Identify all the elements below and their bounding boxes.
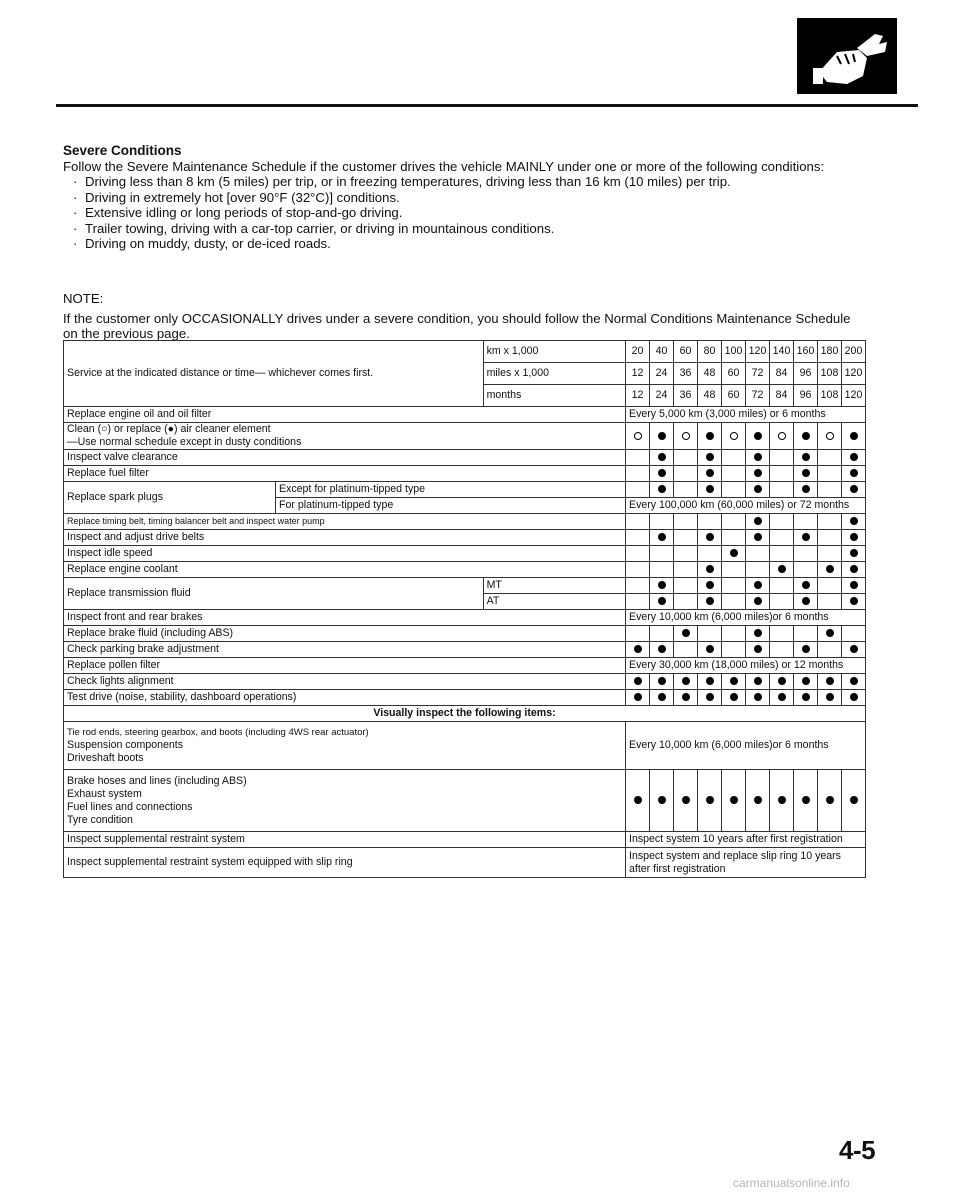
row-hoses xyxy=(64,770,866,832)
condition-item: · Extensive idling or long periods of stop-and-go driving. xyxy=(73,205,863,221)
months-header: 120 xyxy=(842,385,866,407)
row-label: Inspect supplemental restraint system xyxy=(64,832,626,848)
unit-miles: miles x 1,000 xyxy=(483,363,625,385)
service-mark xyxy=(850,597,858,605)
months-header: 36 xyxy=(674,385,698,407)
months-header: 84 xyxy=(770,385,794,407)
service-mark xyxy=(850,677,858,685)
service-mark xyxy=(802,469,810,477)
service-mark xyxy=(850,533,858,541)
row-sublabel: MT xyxy=(483,578,625,594)
service-mark xyxy=(706,565,714,573)
row-drive-belts xyxy=(64,530,866,546)
service-mark xyxy=(634,693,642,701)
km-header: 160 xyxy=(794,341,818,363)
service-mark xyxy=(754,517,762,525)
service-mark xyxy=(826,565,834,573)
clean-mark xyxy=(682,432,690,440)
service-mark xyxy=(706,581,714,589)
row-label: Replace engine coolant xyxy=(64,562,626,578)
miles-header: 96 xyxy=(794,363,818,385)
service-mark xyxy=(850,796,858,804)
service-mark xyxy=(730,796,738,804)
row-label: Inspect and adjust drive belts xyxy=(64,530,626,546)
row-label: Clean (○) or replace (●) air cleaner element —Use normal schedule except in dusty conditions xyxy=(64,423,626,450)
service-mark xyxy=(682,629,690,637)
replace-mark xyxy=(802,432,810,440)
note-text: If the customer only OCCASIONALLY drives under a severe condition, you should follow the Normal Conditions Maintenance Schedule on the previous page. xyxy=(63,310,851,341)
row-label: Inspect front and rear brakes xyxy=(64,610,626,626)
row-interval: Every 10,000 km (6,000 miles)or 6 months xyxy=(626,722,866,770)
service-mark xyxy=(754,693,762,701)
replace-mark xyxy=(850,432,858,440)
service-mark xyxy=(802,645,810,653)
row-trans-mt xyxy=(64,578,866,594)
service-mark xyxy=(706,485,714,493)
months-header: 48 xyxy=(698,385,722,407)
watermark: carmanualsonline.info xyxy=(733,1176,850,1190)
row-brakes xyxy=(64,610,866,626)
service-mark xyxy=(706,677,714,685)
service-mark xyxy=(706,693,714,701)
maintenance-schedule-table xyxy=(63,340,866,878)
km-header: 200 xyxy=(842,341,866,363)
months-header: 24 xyxy=(650,385,674,407)
miles-header: 12 xyxy=(626,363,650,385)
service-mark xyxy=(778,565,786,573)
service-mark xyxy=(658,533,666,541)
row-parking-brake xyxy=(64,642,866,658)
service-mark xyxy=(730,693,738,701)
row-coolant xyxy=(64,562,866,578)
service-mark xyxy=(754,645,762,653)
row-lights xyxy=(64,674,866,690)
service-mark xyxy=(754,453,762,461)
row-label: Replace pollen filter xyxy=(64,658,626,674)
miles-header: 48 xyxy=(698,363,722,385)
km-header: 100 xyxy=(722,341,746,363)
service-mark xyxy=(706,796,714,804)
row-label: Replace fuel filter xyxy=(64,466,626,482)
row-air-cleaner xyxy=(64,423,866,450)
service-mark xyxy=(778,796,786,804)
unit-months: months xyxy=(483,385,625,407)
intro-text: Follow the Severe Maintenance Schedule if the customer drives the vehicle MAINLY under one or more of the following conditions: xyxy=(63,158,825,174)
miles-header: 120 xyxy=(842,363,866,385)
service-mark xyxy=(754,581,762,589)
km-header: 140 xyxy=(770,341,794,363)
service-note: Service at the indicated distance or time— whichever comes first. xyxy=(64,341,484,407)
row-interval: Every 10,000 km (6,000 miles)or 6 months xyxy=(626,610,866,626)
clean-mark xyxy=(730,432,738,440)
row-label: Inspect valve clearance xyxy=(64,450,626,466)
service-mark xyxy=(658,453,666,461)
service-mark xyxy=(658,693,666,701)
service-mark xyxy=(826,693,834,701)
service-mark xyxy=(706,469,714,477)
row-interval: Every 100,000 km (60,000 miles) or 72 months xyxy=(626,498,866,514)
km-header: 60 xyxy=(674,341,698,363)
clean-mark xyxy=(778,432,786,440)
months-header: 12 xyxy=(626,385,650,407)
row-label: Inspect idle speed xyxy=(64,546,626,562)
service-mark xyxy=(802,485,810,493)
service-mark xyxy=(754,629,762,637)
miles-header: 36 xyxy=(674,363,698,385)
service-mark xyxy=(682,693,690,701)
service-mark xyxy=(730,549,738,557)
row-label: Replace spark plugs xyxy=(64,482,276,514)
service-mark xyxy=(706,453,714,461)
note-label: NOTE: xyxy=(63,291,104,306)
service-mark xyxy=(850,549,858,557)
service-mark xyxy=(634,796,642,804)
row-brake-fluid xyxy=(64,626,866,642)
row-label: Replace brake fluid (including ABS) xyxy=(64,626,626,642)
service-mark xyxy=(754,485,762,493)
months-header: 108 xyxy=(818,385,842,407)
months-header: 96 xyxy=(794,385,818,407)
service-mark xyxy=(802,581,810,589)
service-mark xyxy=(658,597,666,605)
service-mark xyxy=(754,677,762,685)
row-sublabel: Except for platinum-tipped type xyxy=(276,482,626,498)
row-label: Check lights alignment xyxy=(64,674,626,690)
service-mark xyxy=(802,693,810,701)
service-mark xyxy=(682,796,690,804)
row-label: Tie rod ends, steering gearbox, and boots (including 4WS rear actuator) Suspension components Driveshaft boots xyxy=(64,722,626,770)
row-label: Replace timing belt, timing balancer belt and inspect water pump xyxy=(64,514,626,530)
service-mark xyxy=(826,629,834,637)
row-fuel-filter xyxy=(64,466,866,482)
service-mark xyxy=(754,796,762,804)
section-title: Severe Conditions xyxy=(63,143,182,158)
service-mark xyxy=(658,581,666,589)
row-sublabel: AT xyxy=(483,594,625,610)
service-mark xyxy=(706,645,714,653)
miles-header: 72 xyxy=(746,363,770,385)
km-header: 120 xyxy=(746,341,770,363)
row-sublabel: For platinum-tipped type xyxy=(276,498,626,514)
miles-header: 60 xyxy=(722,363,746,385)
replace-mark xyxy=(754,432,762,440)
service-mark xyxy=(754,469,762,477)
row-oil xyxy=(64,407,866,423)
service-mark xyxy=(850,693,858,701)
unit-km: km x 1,000 xyxy=(483,341,625,363)
service-mark xyxy=(682,677,690,685)
row-label: Check parking brake adjustment xyxy=(64,642,626,658)
service-mark xyxy=(802,453,810,461)
row-idle-speed xyxy=(64,546,866,562)
row-label: Test drive (noise, stability, dashboard operations) xyxy=(64,690,626,706)
row-label: Replace transmission fluid xyxy=(64,578,484,610)
row-label: Replace engine oil and oil filter xyxy=(64,407,626,423)
row-label: Brake hoses and lines (including ABS) Exhaust system Fuel lines and connections Tyre condition xyxy=(64,770,626,832)
service-mark xyxy=(778,677,786,685)
service-mark xyxy=(658,469,666,477)
service-mark xyxy=(658,485,666,493)
row-test-drive xyxy=(64,690,866,706)
service-mark xyxy=(850,565,858,573)
condition-item: · Driving in extremely hot [over 90°F (32°C)] conditions. xyxy=(73,190,863,206)
service-mark xyxy=(634,645,642,653)
replace-mark xyxy=(658,432,666,440)
hand-wrench-icon xyxy=(797,18,897,94)
months-header: 72 xyxy=(746,385,770,407)
condition-item: · Driving on muddy, dusty, or de-iced roads. xyxy=(73,236,863,252)
page-number: 4-5 xyxy=(839,1135,876,1165)
service-mark xyxy=(850,581,858,589)
note-section xyxy=(63,291,863,342)
service-mark xyxy=(730,677,738,685)
clean-mark xyxy=(826,432,834,440)
km-header: 80 xyxy=(698,341,722,363)
service-mark xyxy=(802,796,810,804)
service-mark xyxy=(826,796,834,804)
row-interval: Inspect system 10 years after first registration xyxy=(626,832,866,848)
service-mark xyxy=(802,597,810,605)
header-rule xyxy=(56,104,918,107)
service-mark xyxy=(754,597,762,605)
service-mark xyxy=(778,693,786,701)
replace-mark xyxy=(706,432,714,440)
km-header: 20 xyxy=(626,341,650,363)
service-mark xyxy=(850,517,858,525)
row-spark-plugs-a xyxy=(64,482,866,498)
condition-item: · Driving less than 8 km (5 miles) per trip, or in freezing temperatures, driving less than 16 km (10 miles) per trip. xyxy=(73,174,863,190)
row-srs-slip-ring xyxy=(64,848,866,878)
service-mark xyxy=(802,533,810,541)
row-interval: Inspect system and replace slip ring 10 years after first registration xyxy=(626,848,866,878)
clean-mark xyxy=(634,432,642,440)
intro-section xyxy=(63,143,863,252)
row-interval: Every 5,000 km (3,000 miles) or 6 months xyxy=(626,407,866,423)
row-visual-header xyxy=(64,706,866,722)
service-mark xyxy=(850,485,858,493)
months-header: 60 xyxy=(722,385,746,407)
service-mark xyxy=(850,453,858,461)
service-mark xyxy=(754,533,762,541)
miles-header: 24 xyxy=(650,363,674,385)
service-mark xyxy=(658,796,666,804)
row-interval: Every 30,000 km (18,000 miles) or 12 months xyxy=(626,658,866,674)
service-mark xyxy=(706,533,714,541)
service-mark xyxy=(634,677,642,685)
row-label: Inspect supplemental restraint system equipped with slip ring xyxy=(64,848,626,878)
row-pollen-filter xyxy=(64,658,866,674)
service-mark xyxy=(850,469,858,477)
row-srs xyxy=(64,832,866,848)
service-mark xyxy=(850,645,858,653)
miles-header: 84 xyxy=(770,363,794,385)
condition-item: · Trailer towing, driving with a car-top carrier, or driving in mountainous conditions. xyxy=(73,221,863,237)
row-valve xyxy=(64,450,866,466)
row-tie-rod xyxy=(64,722,866,770)
service-mark xyxy=(706,597,714,605)
km-header: 40 xyxy=(650,341,674,363)
visual-inspect-heading: Visually inspect the following items: xyxy=(64,706,866,722)
service-mark xyxy=(658,645,666,653)
km-header: 180 xyxy=(818,341,842,363)
service-mark xyxy=(802,677,810,685)
service-mark xyxy=(826,677,834,685)
conditions-list xyxy=(63,174,863,252)
service-mark xyxy=(658,677,666,685)
row-timing-belt xyxy=(64,514,866,530)
miles-header: 108 xyxy=(818,363,842,385)
